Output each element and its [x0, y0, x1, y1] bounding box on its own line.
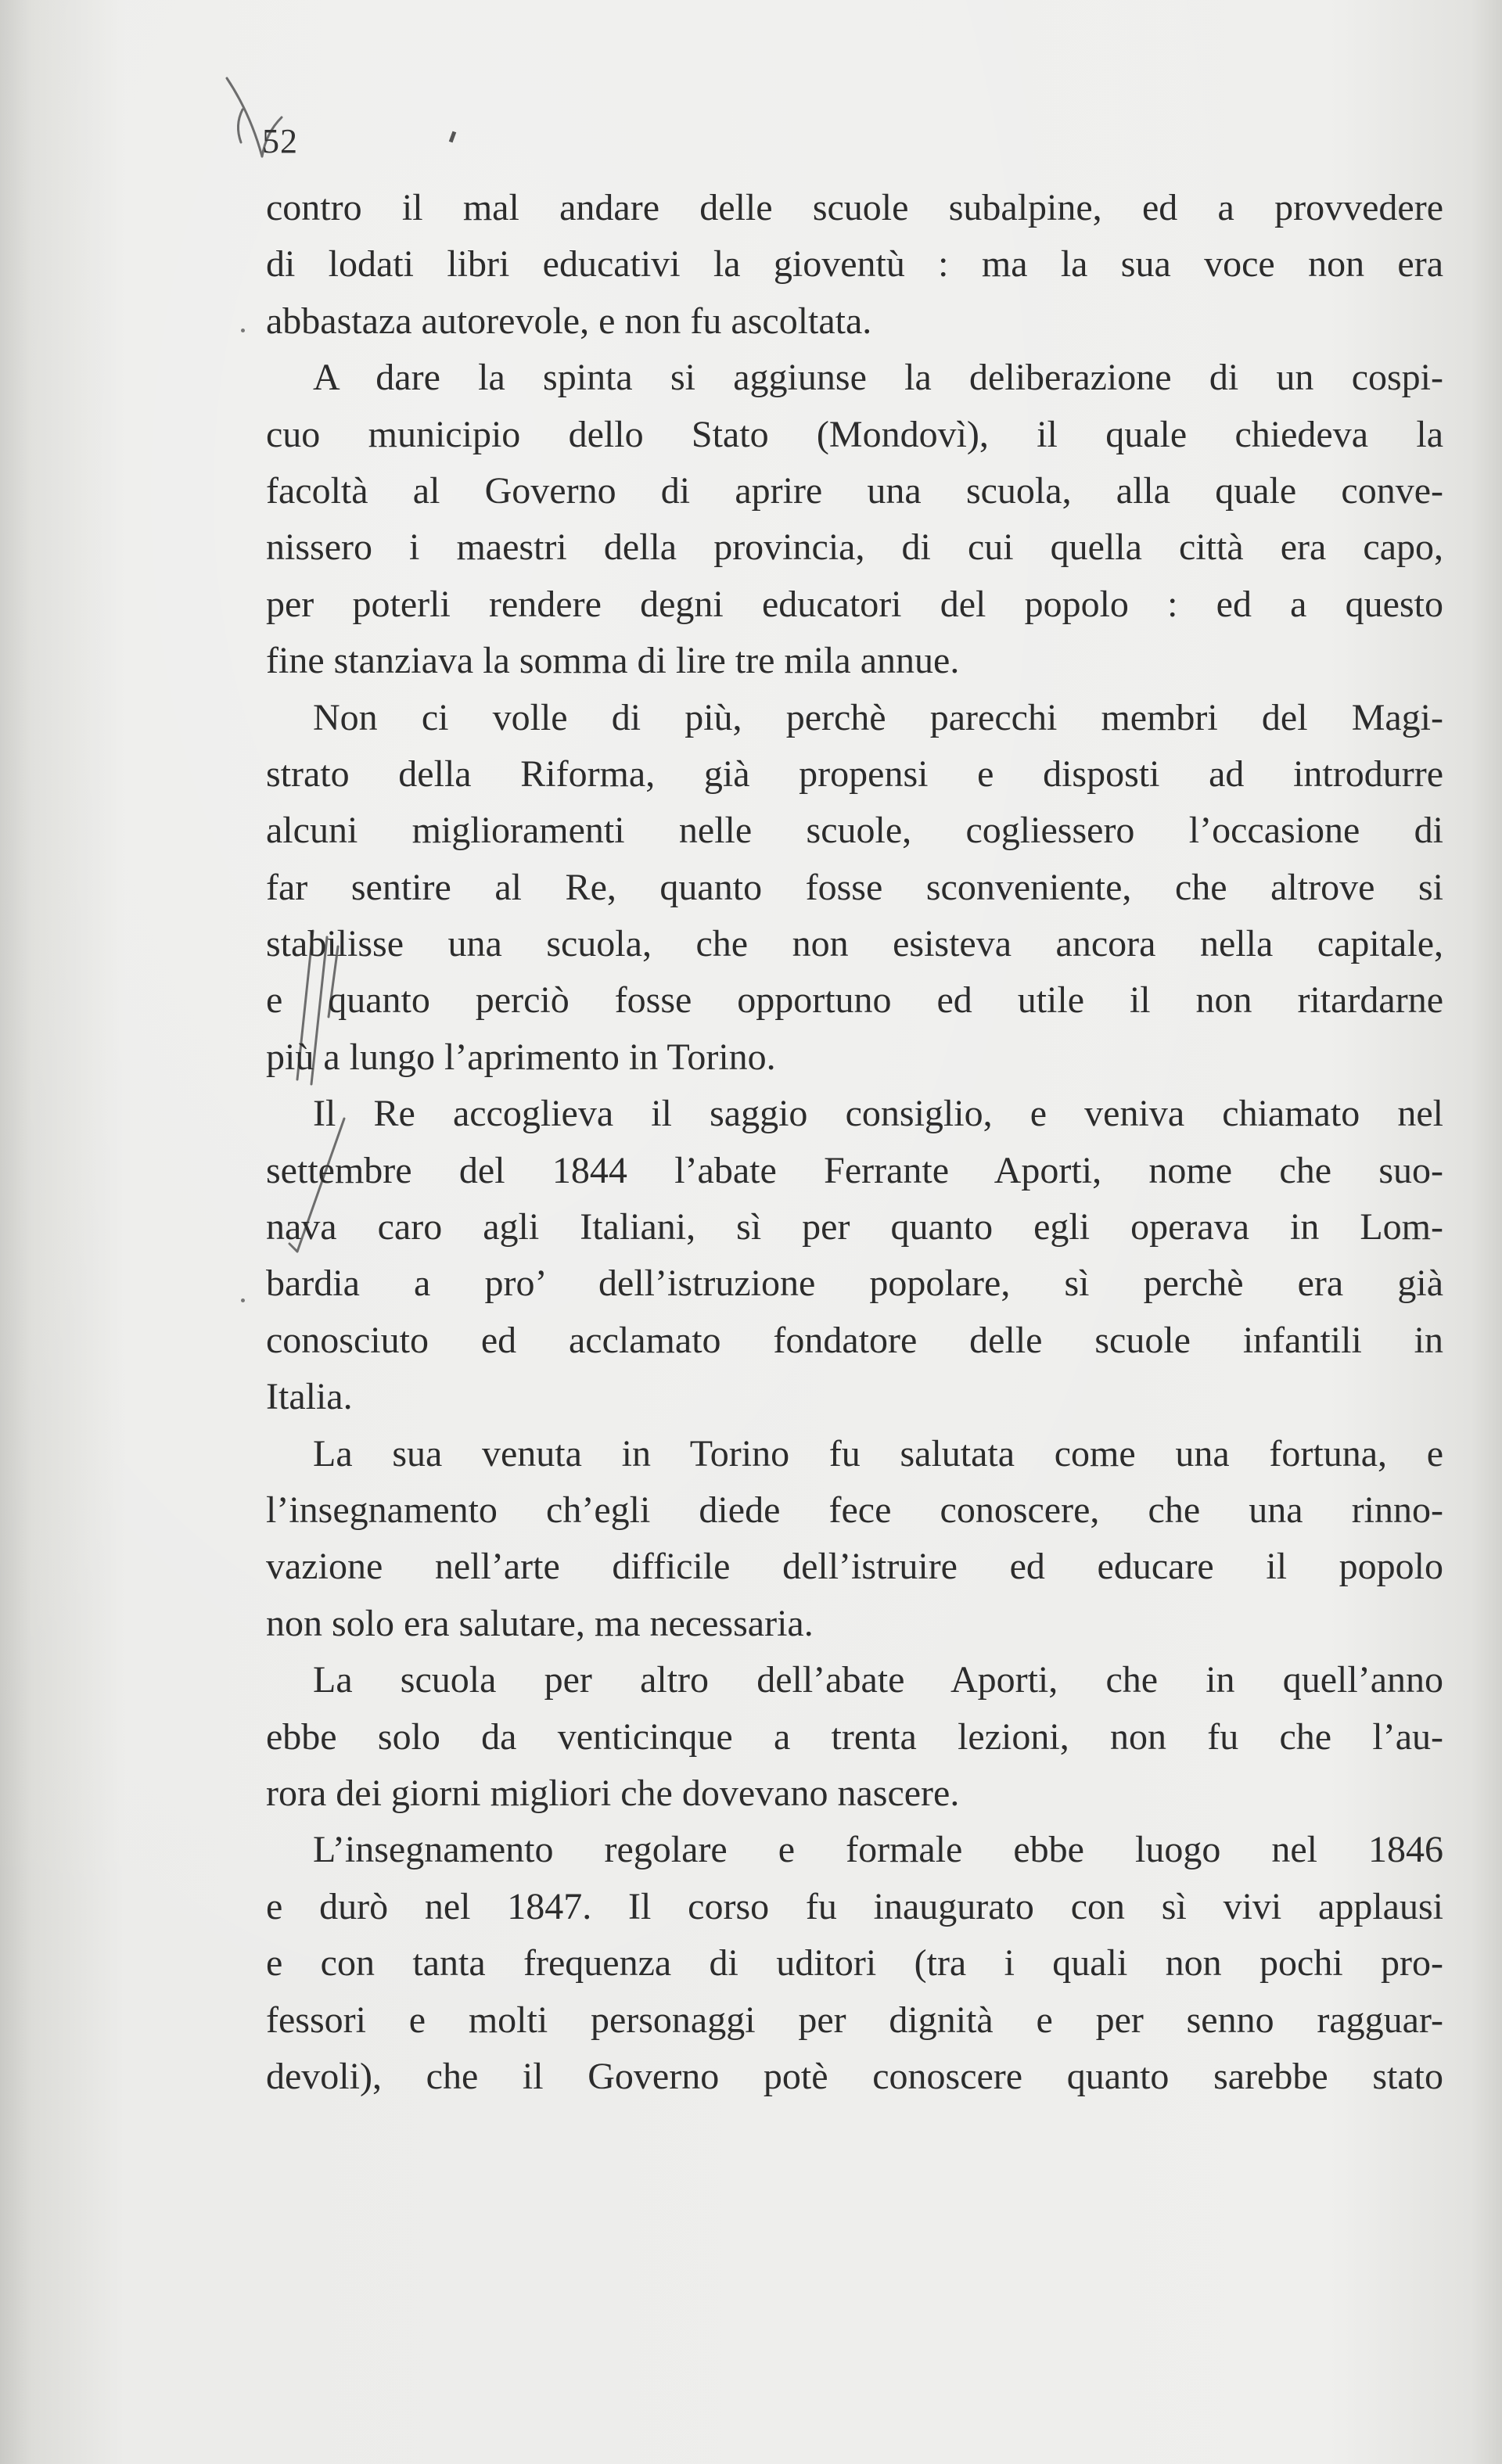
paragraph-first-line: Non ci volle di più, perchè parecchi membri del Magi-: [313, 696, 1443, 738]
text-line: ebbe solo da venticinque a trenta lezioni, non fu che l’au-: [266, 1715, 1443, 1758]
text-line: nissero i maestri della provincia, di cui quella città era capo,: [266, 526, 1443, 569]
paragraph-first-line: L’insegnamento regolare e formale ebbe luogo nel 1846: [313, 1829, 1443, 1871]
paragraph-first-line: La scuola per altro dell’abate Aporti, che in quell’anno: [313, 1659, 1443, 1701]
page-number: 52: [262, 122, 298, 160]
text-line: per poterli rendere degni educatori del popolo : ed a questo: [266, 583, 1443, 625]
text-line: Italia.: [266, 1376, 353, 1418]
text-line: e quanto perciò fosse opportuno ed utile il non ritardarne: [266, 979, 1443, 1022]
text-line: l’insegnamento ch’egli diede fece conoscere, che una rinno-: [266, 1489, 1443, 1531]
text-line: contro il mal andare delle scuole subalpine, ed a provvedere: [266, 187, 1443, 228]
text-line: settembre del 1844 l’abate Ferrante Aporti, nome che suo-: [266, 1149, 1443, 1191]
text-line: e durò nel 1847. Il corso fu inaugurato con sì vivi applausi: [266, 1885, 1443, 1927]
text-line: non solo era salutare, ma necessaria.: [266, 1602, 814, 1644]
text-line: far sentire al Re, quanto fosse sconveniente, che altrove si: [266, 866, 1443, 908]
text-line: alcuni miglioramenti nelle scuole, cogliessero l’occasione di: [266, 810, 1443, 852]
text-line: devoli), che il Governo potè conoscere quanto sarebbe stato: [266, 2055, 1443, 2097]
text-line: cuo municipio dello Stato (Mondovì), il quale chiedeva la: [266, 413, 1443, 455]
text-line: facoltà al Governo di aprire una scuola, alla quale conve-: [266, 469, 1443, 512]
text-line: e con tanta frequenza di uditori (tra i quali non pochi pro-: [266, 1942, 1443, 1984]
text-line: vazione nell’arte difficile dell’istruire ed educare il popolo: [266, 1546, 1443, 1588]
text-line: di lodati libri educativi la gioventù : ma la sua voce non era: [266, 243, 1443, 286]
text-line: stabilisse una scuola, che non esisteva ancora nella capitale,: [266, 923, 1443, 965]
text-line: abbastaza autorevole, e non fu ascoltata.: [266, 300, 872, 342]
text-line: strato della Riforma, già propensi e disposti ad introdurre: [266, 752, 1443, 795]
text-line: rora dei giorni migliori che dovevano nascere.: [266, 1772, 960, 1814]
paragraph-first-line: La sua venuta in Torino fu salutata come una fortuna, e: [313, 1432, 1443, 1474]
text-line: fine stanziava la somma di lire tre mila annue.: [266, 640, 960, 682]
body-text: [266, 180, 1443, 2105]
text-line: bardia a pro’ dell’istruzione popolare, sì perchè era già: [266, 1263, 1443, 1305]
text-line: nava caro agli Italiani, sì per quanto egli operava in Lom-: [266, 1206, 1443, 1248]
ink-speck: [241, 329, 245, 332]
text-line: fessori e molti personaggi per dignità e per senno ragguar-: [266, 1999, 1443, 2041]
paragraph-first-line: Il Re accoglieva il saggio consiglio, e veniva chiamato nel: [313, 1093, 1443, 1135]
ink-speck: [241, 1298, 245, 1302]
text-line: più a lungo l’aprimento in Torino.: [266, 1036, 776, 1078]
text-line: conosciuto ed acclamato fondatore delle scuole infantili in: [266, 1319, 1443, 1361]
ink-speck: [449, 131, 456, 143]
paragraph-first-line: A dare la spinta si aggiunse la deliberazione di un cospi-: [313, 357, 1443, 399]
